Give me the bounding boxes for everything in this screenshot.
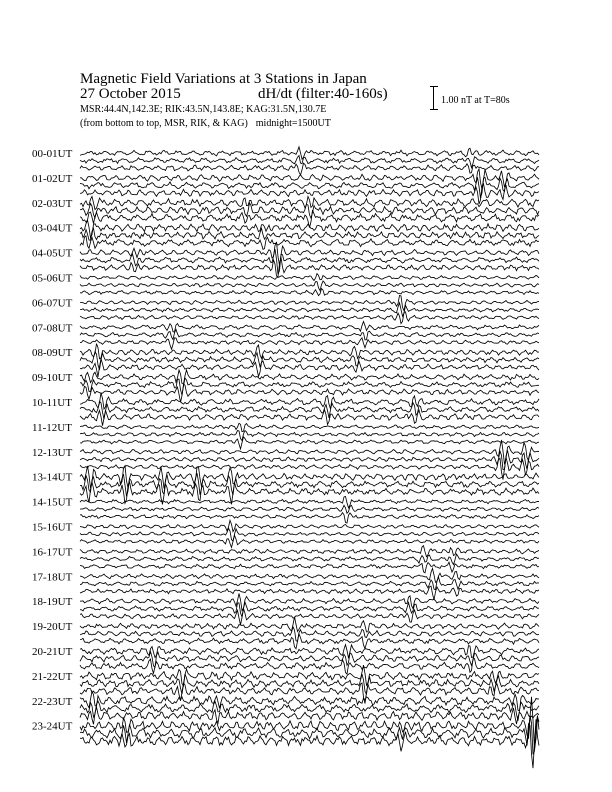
trace-msr: [80, 586, 539, 600]
trace-msr: [80, 683, 539, 704]
trace-kag: [80, 322, 539, 332]
trace-rik: [80, 528, 539, 541]
trace-rik: [80, 577, 539, 590]
trace-msr: [80, 437, 539, 449]
trace-rik: [80, 554, 539, 565]
hour-label: 00-01UT: [32, 148, 73, 160]
trace-rik: [80, 281, 539, 291]
hour-label: 20-21UT: [32, 646, 73, 658]
trace-kag: [80, 617, 539, 632]
hour-label: 11-12UT: [32, 421, 72, 434]
trace-kag: [80, 147, 539, 159]
hour-label: 08-09UT: [32, 347, 73, 360]
hour-label: 15-16UT: [32, 521, 73, 534]
trace-msr: [80, 410, 539, 426]
trace-msr: [80, 338, 539, 349]
trace-kag: [80, 344, 539, 359]
trace-kag: [80, 393, 539, 410]
hour-label: 18-19UT: [32, 596, 73, 609]
hour-label: 02-03UT: [32, 197, 73, 210]
trace-msr: [80, 312, 539, 324]
trace-msr: [80, 163, 539, 175]
trace-msr: [80, 289, 539, 296]
trace-kag: [80, 440, 539, 464]
hour-label: 19-20UT: [32, 621, 73, 634]
trace-rik: [80, 228, 539, 240]
hour-label: 10-11UT: [32, 397, 72, 409]
scale-label: 1.00 nT at T=80s: [441, 95, 510, 106]
hour-label: 01-02UT: [32, 172, 73, 185]
trace-msr: [80, 609, 539, 625]
hour-label: 09-10UT: [32, 372, 73, 385]
trace-rik: [80, 156, 539, 168]
trace-kag: [80, 423, 539, 431]
trace-kag: [80, 546, 539, 557]
trace-rik: [80, 303, 539, 316]
hour-label: 13-14UT: [32, 471, 73, 484]
trace-kag: [80, 295, 539, 310]
chart-title: Magnetic Field Variations at 3 Stations in Japan: [80, 71, 367, 87]
hour-label: 16-17UT: [32, 546, 73, 559]
hour-label: 07-08UT: [32, 322, 73, 335]
trace-rik: [80, 249, 539, 274]
trace-rik: [80, 352, 539, 370]
hour-label: 12-13UT: [32, 446, 73, 459]
trace-rik: [80, 431, 539, 441]
hour-label: 22-23UT: [32, 695, 73, 708]
hour-label: 14-15UT: [32, 496, 73, 509]
station-coordinates: MSR:44.4N,142.3E; RIK:43.5N,143.8E; KAG:31.5N,130.7E: [80, 104, 327, 115]
filter-label: dH/dt (filter:40-160s): [258, 86, 388, 102]
trace-kag: [80, 274, 539, 281]
hour-label: 06-07UT: [32, 297, 73, 310]
trace-msr: [80, 562, 539, 573]
trace-msr: [80, 384, 539, 402]
trace-msr: [80, 513, 539, 523]
trace-msr: [80, 257, 539, 276]
midnight-note: midnight=1500UT: [255, 118, 331, 129]
hour-label: 05-06UT: [32, 272, 73, 285]
station-order: (from bottom to top, MSR, RIK, & KAG): [80, 118, 248, 129]
trace-kag: [80, 568, 539, 582]
hour-label: 04-05UT: [32, 247, 73, 260]
trace-rik: [80, 203, 539, 218]
chart-date: 27 October 2015: [80, 86, 181, 102]
trace-kag: [80, 520, 539, 531]
trace-rik: [80, 505, 539, 513]
trace-rik: [80, 715, 539, 754]
trace-msr: [80, 236, 539, 249]
trace-rik: [80, 701, 539, 721]
hour-label: 21-22UT: [32, 670, 73, 683]
trace-rik: [80, 177, 539, 198]
trace-kag: [80, 370, 539, 384]
trace-kag: [80, 496, 539, 508]
hour-label: 23-24UT: [32, 720, 73, 733]
hour-label: 03-04UT: [32, 222, 73, 235]
trace-msr: [80, 535, 539, 547]
hour-label: 17-18UT: [32, 571, 73, 584]
trace-rik: [80, 329, 539, 339]
